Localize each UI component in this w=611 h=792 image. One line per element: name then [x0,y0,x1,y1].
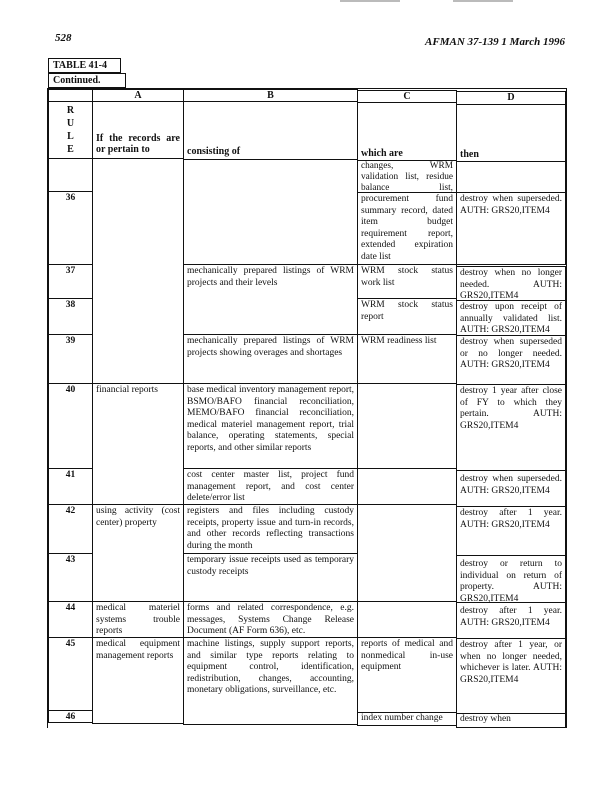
rule-number-45: 45 [48,637,93,711]
col-c-cell-41 [357,468,457,505]
col-c-cell-continued: changes, WRM validation list, residue balance list, [357,160,457,193]
document-title: AFMAN 37-139 1 March 1996 [425,36,565,48]
rule-number-38: 38 [48,298,93,335]
rule-number-40: 40 [48,383,93,469]
col-c-cell-46: index number change [357,712,457,726]
col-header-b [183,101,358,160]
col-letter-d: D [456,91,566,105]
col-c-cell-44 [357,601,457,638]
col-d-cell-43: destroy or return to individual on return of property. AUTH: GRS20,ITEM4 [456,555,566,603]
rule-number-36: 36 [48,191,93,265]
col-header-b-text: consisting of [187,146,241,158]
page-number: 528 [55,32,72,44]
col-b-cell-42: registers and files including custody receipts, property issue and turn-in records, and other records reflecting transactions during the month [183,504,358,554]
col-d-cell-37: destroy when no longer needed. AUTH: GRS20,ITEM4 [456,266,566,301]
col-b-cell-44: forms and related correspondence, e.g. messages, Systems Change Release Document (AF Form 636), etc. [183,601,358,638]
col-d-cell-40: destroy 1 year after close of FY to which they pertain. AUTH: GRS20,ITEM4 [456,384,566,471]
col-b-cell-45: machine listings, supply support reports, and similar type reports relating to equipment control, identification, redistribution, changes, accounting, monetary obligations, surveillance, etc. [183,637,358,725]
col-letter-c: C [357,90,457,103]
rule-number-42: 42 [48,504,93,554]
col-d-cell-36: destroy when superseded. AUTH: GRS20,ITEM4 [456,192,566,265]
col-header-a [92,101,184,159]
col-d-cell-45: destroy after 1 year, or when no longer needed, whichever is later. AUTH: GRS20,ITEM4 [456,638,566,714]
col-header-a-text: If the records are or pertain to [96,132,180,156]
col-header-c [357,102,457,161]
col-d-cell-38: destroy upon receipt of annually validated list. AUTH: GRS20,ITEM4 [456,300,566,336]
rule-header-letter: E [67,144,74,155]
col-c-cell-40 [357,383,457,469]
col-c-cell-36: procurement fund summary record, dated item budget requirement report, extended expiration date list [357,192,457,265]
col-a-cell-45: medical equipment management reports [92,637,184,724]
rule-number-39: 39 [48,334,93,384]
rule-number-41: 41 [48,468,93,505]
col-header-c-text: which are [361,148,403,160]
col-d-cell-44: destroy after 1 year. AUTH: GRS20,ITEM4 [456,602,566,639]
table-continued-label: Continued. [48,73,126,88]
rule-number-43: 43 [48,553,93,602]
col-b-cell-37: mechanically prepared listings of WRM projects and their levels [183,264,358,335]
col-d-cell-41: destroy when superseded. AUTH: GRS20,ITEM4 [456,470,566,507]
rule-header-letter: R [66,105,75,116]
col-header-d-text: then [460,149,479,161]
scan-artifact-line [453,0,513,2]
col-d-cell-46: destroy when [456,713,566,728]
col-d-cell-42: destroy after 1 year. AUTH: GRS20,ITEM4 [456,506,566,556]
col-letter-a: A [92,89,184,102]
rule-cell-continuation [48,158,93,192]
table-title: TABLE 41-4 [48,58,121,73]
col-d-cell-continued [456,161,566,193]
col-header-d [456,104,566,162]
col-c-cell-39: WRM readiness list [357,334,457,384]
rule-number-37: 37 [48,264,93,299]
rule-number-46: 46 [48,710,93,723]
col-c-cell-37: WRM stock status work list [357,264,457,299]
rule-number-44: 44 [48,601,93,638]
col-a-cell-44: medical materiel systems trouble reports [92,601,184,638]
col-b-cell-continued [183,159,358,265]
col-letter-b: B [183,89,358,102]
col-b-cell-40: base medical inventory management report, BSMO/BAFO financial reconciliation, MEMO/BAFO financial reconciliation, medical materiel management report, trial balance, operating statements, special reports, and other similar reports [183,383,358,469]
col-a-cell-continued [92,158,184,384]
col-c-cell-45: reports of medical and nonmedical in-use equipment [357,637,457,713]
col-d-cell-39: destroy when superseded or no longer needed. AUTH: GRS20,ITEM4 [456,335,566,385]
col-b-cell-43: temporary issue receipts used as temporary custody receipts [183,553,358,602]
rule-header-letter: U [66,118,75,129]
rule-header-letter: L [67,131,74,142]
rule-header [48,101,93,159]
scan-artifact-line [340,0,400,2]
col-a-cell-42: using activity (cost center) property [92,504,184,602]
col-a-cell-40: financial reports [92,383,184,505]
col-b-cell-41: cost center master list, project fund management report, and cost center delete/error list [183,468,358,505]
col-c-cell-38: WRM stock status report [357,298,457,335]
col-b-cell-39: mechanically prepared listings of WRM projects showing overages and shortages [183,334,358,384]
col-c-cell-42 [357,504,457,602]
